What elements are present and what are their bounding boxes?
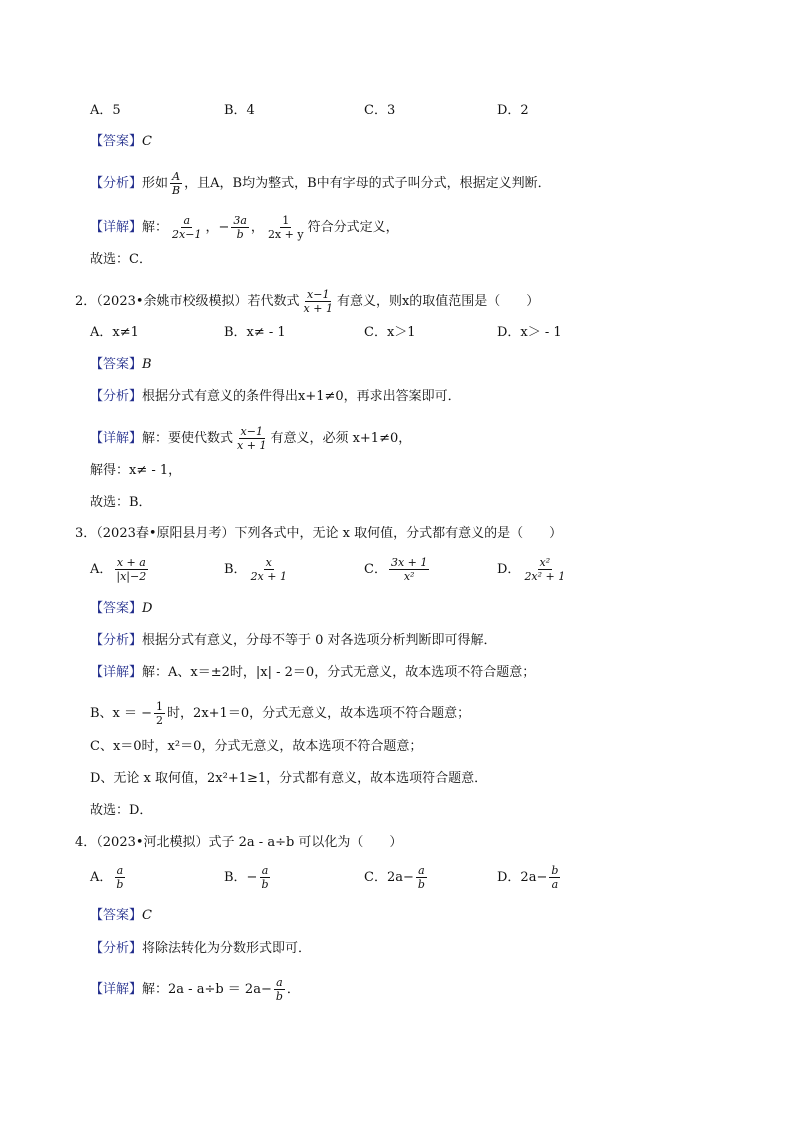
fraction: $\frac{x-1}{x + 1}$ xyxy=(237,425,267,452)
analysis-text: 根据分式有意义，分母不等于 0 对各选项分析判断即可得解． xyxy=(142,633,497,648)
analysis-text: 形如 xyxy=(142,176,169,191)
q2-solve: 解得：x≠ - 1， xyxy=(90,463,182,478)
fraction: $\frac{x-1}{x + 1}$ xyxy=(303,288,333,315)
analysis-text: ，且A，B均为整式，B中有字母的式子叫分式，根据定义判断． xyxy=(184,176,551,191)
q3-option-a: A． $\frac{x + a}{|x|-2}$ xyxy=(90,556,147,583)
q4-option-c: C．2a− $\frac{a}{b}$ xyxy=(364,864,425,891)
analysis-tag: 【分析】 xyxy=(90,941,143,956)
q4-answer xyxy=(90,907,152,925)
answer-value: D xyxy=(142,601,153,616)
q2-analysis xyxy=(90,388,461,406)
answer-value: B xyxy=(142,357,152,372)
q3-analysis xyxy=(90,632,497,650)
q2-choose: 故选：B． xyxy=(90,495,152,510)
q3-option-c: C． $\frac{3x + 1}{\text{x²}}$ xyxy=(364,556,428,583)
answer-tag: 【答案】 xyxy=(90,908,143,923)
detail-text: 解： xyxy=(142,220,169,235)
fraction: $\frac{1}{2x + y}$ xyxy=(267,214,304,241)
analysis-text: 根据分式有意义的条件得出x+1≠0，再求出答案即可． xyxy=(142,389,461,404)
fraction: $\frac{a}{2x-1}$ xyxy=(172,214,202,241)
detail-text: 符合分式定义， xyxy=(307,220,399,235)
q3-choose: 故选：D． xyxy=(90,803,153,818)
q3-answer xyxy=(90,600,152,618)
q2-option-c: C．x＞1 xyxy=(364,325,416,340)
q1-option-a: A．5 xyxy=(90,103,121,118)
fraction: $\frac{a}{b}$ xyxy=(275,976,283,1003)
analysis-text: 将除法转化为分数形式即可． xyxy=(142,941,312,956)
q3-option-d: D． $\frac{\text{x²}}{\text{2x² + 1}}$ xyxy=(497,556,566,583)
q4-analysis xyxy=(90,940,311,958)
q2-answer xyxy=(90,356,152,374)
detail-tag: 【详解】 xyxy=(90,220,143,235)
q2-option-b: B．x≠ - 1 xyxy=(224,325,286,340)
q3-line-d: D、无论 x 取何值，2x²+1≥1，分式都有意义，故本选项符合题意． xyxy=(90,771,488,786)
answer-tag: 【答案】 xyxy=(90,134,143,149)
analysis-tag: 【分析】 xyxy=(90,389,143,404)
q1-choose: 故选：C． xyxy=(90,252,152,267)
answer-tag: 【答案】 xyxy=(90,601,143,616)
q2-option-d: D．x＞ - 1 xyxy=(497,325,562,340)
q1-analysis xyxy=(90,170,551,197)
fraction: $\frac{3a}{b}$ xyxy=(233,214,247,241)
q4-option-b: B．− $\frac{a}{b}$ xyxy=(224,864,269,891)
q4-option-d: D．2a− $\frac{b}{a}$ xyxy=(497,864,559,891)
answer-tag: 【答案】 xyxy=(90,357,143,372)
q1-option-c: C．3 xyxy=(364,103,396,118)
q1-answer xyxy=(90,133,152,151)
answer-value: C xyxy=(142,908,152,923)
q2-option-a: A．x≠1 xyxy=(90,325,139,340)
detail-tag: 【详解】 xyxy=(90,982,143,997)
q3-option-b: B． $\frac{x}{2x + 1}$ xyxy=(224,556,287,583)
analysis-tag: 【分析】 xyxy=(90,176,143,191)
q4-stem: 4．（2023•河北模拟）式子 2a - a÷b 可以化为（ ） xyxy=(75,835,403,850)
q3-detail xyxy=(90,664,535,682)
fraction: $\frac{1}{2}$ xyxy=(156,700,164,727)
analysis-tag: 【分析】 xyxy=(90,633,143,648)
q3-line-c: C、x＝0时，x²＝0，分式无意义，故本选项不符合题意； xyxy=(90,739,423,754)
q1-option-b: B．4 xyxy=(224,103,255,118)
detail-tag: 【详解】 xyxy=(90,665,143,680)
answer-value: C xyxy=(142,134,152,149)
q2-detail: 【详解】解：要使代数式 $\frac{x-1}{x + 1}$ 有意义，必须 x+1≠0， xyxy=(90,425,412,452)
q4-detail: 【详解】解：2a - a÷b ＝ 2a− $\frac{a}{b}$ ． xyxy=(90,976,300,1003)
detail-text: 解：A、x＝±2时，|x| - 2＝0，分式无意义，故本选项不符合题意； xyxy=(142,665,536,680)
q1-option-d: D．2 xyxy=(497,103,529,118)
q2-stem: 2．（2023•余姚市校级模拟）若代数式 $\frac{x-1}{x + 1}$ 有意义，则x的取值范围是（ ） xyxy=(75,288,540,315)
fraction: $\frac{A}{B}$ xyxy=(172,170,181,197)
q3-line-b: B、x ＝ − $\frac{1}{2}$ 时，2x+1＝0，分式无意义，故本选项不符合题意； xyxy=(90,700,471,727)
detail-tag: 【详解】 xyxy=(90,431,143,446)
q3-stem: 3．（2023春•原阳县月考）下列各式中，无论 x 取何值，分式都有意义的是（ ） xyxy=(75,526,563,541)
q1-detail: 【详解】解： $\frac{a}{2x-1}$ ，− $\frac{3a}{b}$ ， $\frac{1}{2x + y}$ 符合分式定义， xyxy=(90,214,399,241)
q4-option-a: A． $\frac{a}{b}$ xyxy=(90,864,124,891)
